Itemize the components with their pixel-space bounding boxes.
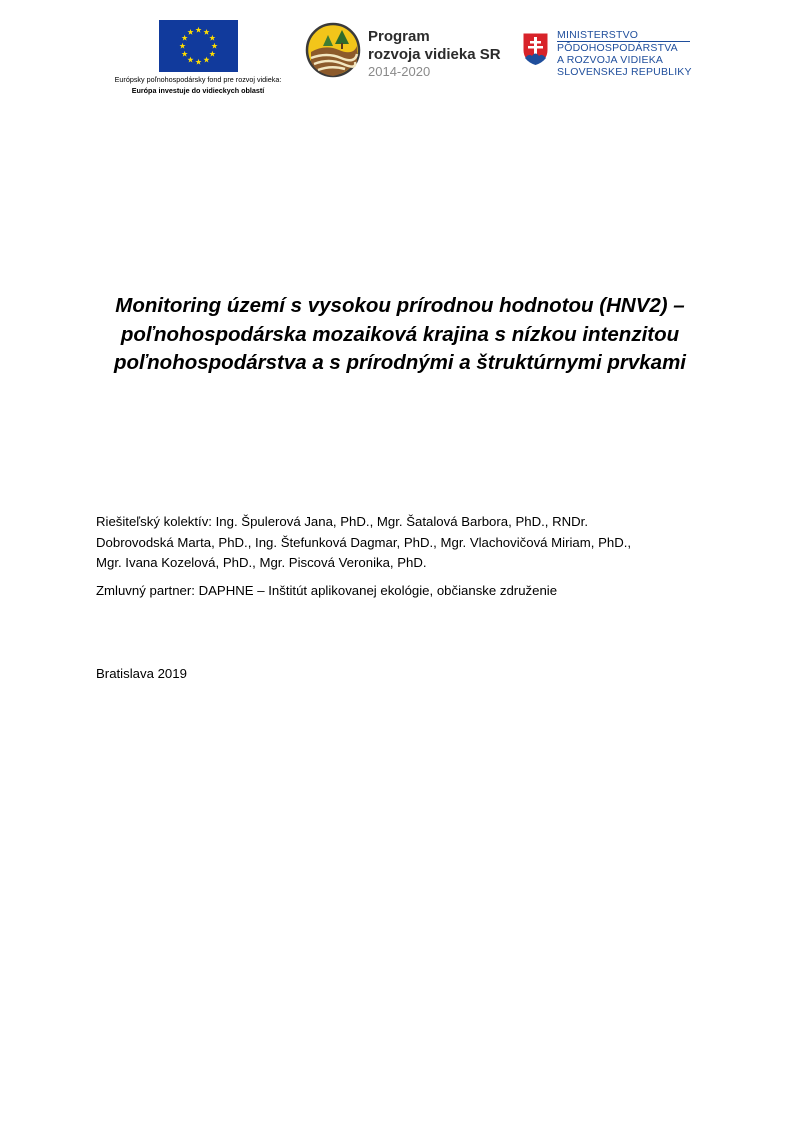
document-title-line2: poľnohospodárska mozaiková krajina s nízkou intenzitou (120, 322, 680, 346)
research-team (96, 512, 736, 574)
place-and-year: Bratislava 2019 (96, 666, 187, 681)
ministry-logo-line4: SLOVENSKEJ REPUBLIKY (557, 66, 692, 78)
document-title (60, 292, 740, 378)
research-team-line1: Riešiteľský kolektív: Ing. Špulerová Jana, PhD., Mgr. Šatalová Barbora, PhD., RNDr. (96, 514, 588, 529)
ministry-logo (522, 28, 712, 88)
ministry-logo-line3: A ROZVOJA VIDIEKA (557, 54, 664, 66)
research-team-line3: Mgr. Ivana Kozelová, PhD., Mgr. Piscová Veronika, PhD. (96, 555, 427, 570)
program-rural-development-logo (305, 22, 505, 82)
slovak-coat-of-arms-icon (522, 32, 549, 66)
eu-flag-icon (159, 20, 238, 72)
research-team-line2: Dobrovodská Marta, PhD., Ing. Štefunková Dagmar, PhD., Mgr. Vlachovičová Miriam, PhD., (96, 534, 632, 550)
document-title-line3: poľnohospodárstva a s prírodnými a štruktúrnymi prvkami (114, 351, 686, 374)
program-logo-line1: Program (368, 28, 430, 45)
document-title-line1: Monitoring území s vysokou prírodnou hodnotou (HNV2) – (115, 294, 685, 317)
ministry-logo-line1: MINISTERSTVO (557, 29, 639, 41)
eu-eafrd-logo (98, 18, 298, 100)
contract-partner: Zmluvný partner: DAPHNE – Inštitút aplikovanej ekológie, občianske združenie (96, 583, 558, 598)
eu-logo-caption-line1: Európsky poľnohospodársky fond pre rozvoj vidieka: (114, 75, 282, 84)
program-logo-line2: rozvoja vidieka SR (368, 46, 501, 63)
rural-landscape-emblem-icon (305, 22, 361, 78)
ministry-logo-line2: PÔDOHOSPODÁRSTVA (557, 42, 678, 54)
eu-logo-caption-line2: Európa investuje do vidieckych oblastí (131, 86, 265, 95)
program-logo-period: 2014-2020 (368, 64, 431, 79)
